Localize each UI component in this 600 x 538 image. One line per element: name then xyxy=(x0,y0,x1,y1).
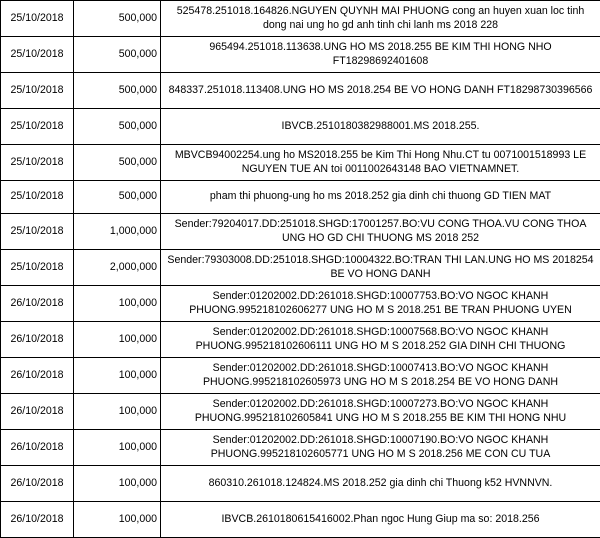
description-cell: MBVCB94002254.ung ho MS2018.255 be Kim Thi Hong Nhu.CT tu 0071001518993 LE NGUYEN TUE AN toi 0011002643148 BAO VIETNAMNET. xyxy=(161,145,600,181)
description-cell: Sender:79204017.DD:251018.SHGD:17001257.BO:VU CONG THOA.VU CONG THOA UNG HO GD CHI THUONG MS 2018 252 xyxy=(161,214,600,250)
table-row xyxy=(1,1,600,37)
date-cell: 25/10/2018 xyxy=(1,109,74,145)
date-cell: 26/10/2018 xyxy=(1,322,74,358)
table-row xyxy=(1,322,600,358)
description-cell: 965494.251018.113638.UNG HO MS 2018.255 BE KIM THI HONG NHO FT18298692401608 xyxy=(161,37,600,73)
amount-cell: 100,000 xyxy=(74,466,161,502)
description-cell: 525478.251018.164826.NGUYEN QUYNH MAI PHUONG cong an huyen xuan loc tinh dong nai ung ho gd anh tinh chi lanh ms 2018 228 xyxy=(161,1,600,37)
amount-cell: 500,000 xyxy=(74,109,161,145)
date-cell: 25/10/2018 xyxy=(1,214,74,250)
table-row xyxy=(1,181,600,214)
amount-cell: 100,000 xyxy=(74,430,161,466)
date-cell: 25/10/2018 xyxy=(1,1,74,37)
date-cell: 25/10/2018 xyxy=(1,250,74,286)
description-cell: pham thi phuong-ung ho ms 2018.252 gia dinh chi thuong GD TIEN MAT xyxy=(161,181,600,214)
table-row xyxy=(1,73,600,109)
description-cell: 848337.251018.113408.UNG HO MS 2018.254 BE VO HONG DANH FT18298730396566 xyxy=(161,73,600,109)
amount-cell: 100,000 xyxy=(74,394,161,430)
date-cell: 26/10/2018 xyxy=(1,502,74,538)
date-cell: 25/10/2018 xyxy=(1,37,74,73)
table-row xyxy=(1,109,600,145)
table-row xyxy=(1,358,600,394)
date-cell: 26/10/2018 xyxy=(1,394,74,430)
amount-cell: 500,000 xyxy=(74,37,161,73)
table-row xyxy=(1,394,600,430)
date-cell: 25/10/2018 xyxy=(1,181,74,214)
amount-cell: 100,000 xyxy=(74,502,161,538)
amount-cell: 100,000 xyxy=(74,286,161,322)
description-cell: Sender:01202002.DD:261018.SHGD:10007190.BO:VO NGOC KHANH PHUONG.995218102605771 UNG HO M S 2018.256 ME CON CU TUA xyxy=(161,430,600,466)
amount-cell: 100,000 xyxy=(74,358,161,394)
amount-cell: 500,000 xyxy=(74,181,161,214)
date-cell: 26/10/2018 xyxy=(1,466,74,502)
table-row xyxy=(1,214,600,250)
table-row xyxy=(1,430,600,466)
description-cell: Sender:01202002.DD:261018.SHGD:10007273.BO:VO NGOC KHANH PHUONG.995218102605841 UNG HO M S 2018.255 BE KIM THI HONG NHU xyxy=(161,394,600,430)
table-row xyxy=(1,145,600,181)
amount-cell: 500,000 xyxy=(74,145,161,181)
date-cell: 25/10/2018 xyxy=(1,73,74,109)
description-cell: 860310.261018.124824.MS 2018.252 gia dinh chi Thuong k52 HVNNVN. xyxy=(161,466,600,502)
table-row xyxy=(1,502,600,538)
date-cell: 25/10/2018 xyxy=(1,145,74,181)
table-row xyxy=(1,466,600,502)
description-cell: Sender:01202002.DD:261018.SHGD:10007568.BO:VO NGOC KHANH PHUONG.995218102606111 UNG HO M S 2018.252 GIA DINH CHI THUONG xyxy=(161,322,600,358)
amount-cell: 2,000,000 xyxy=(74,250,161,286)
description-cell: Sender:01202002.DD:261018.SHGD:10007413.BO:VO NGOC KHANH PHUONG.995218102605973 UNG HO M S 2018.254 BE VO HONG DANH xyxy=(161,358,600,394)
amount-cell: 500,000 xyxy=(74,1,161,37)
date-cell: 26/10/2018 xyxy=(1,430,74,466)
amount-cell: 1,000,000 xyxy=(74,214,161,250)
description-cell: IBVCB.2510180382988001.MS 2018.255. xyxy=(161,109,600,145)
table-row xyxy=(1,286,600,322)
table-row xyxy=(1,250,600,286)
description-cell: Sender:79303008.DD:251018.SHGD:10004322.BO:TRAN THI LAN.UNG HO MS 2018254 BE VO HONG DANH xyxy=(161,250,600,286)
amount-cell: 100,000 xyxy=(74,322,161,358)
table-row xyxy=(1,37,600,73)
description-cell: Sender:01202002.DD:261018.SHGD:10007753.BO:VO NGOC KHANH PHUONG.995218102606277 UNG HO M S 2018.251 BE TRAN PHUONG UYEN xyxy=(161,286,600,322)
description-cell: IBVCB.2610180615416002.Phan ngoc Hung Giup ma so: 2018.256 xyxy=(161,502,600,538)
date-cell: 26/10/2018 xyxy=(1,358,74,394)
date-cell: 26/10/2018 xyxy=(1,286,74,322)
amount-cell: 500,000 xyxy=(74,73,161,109)
